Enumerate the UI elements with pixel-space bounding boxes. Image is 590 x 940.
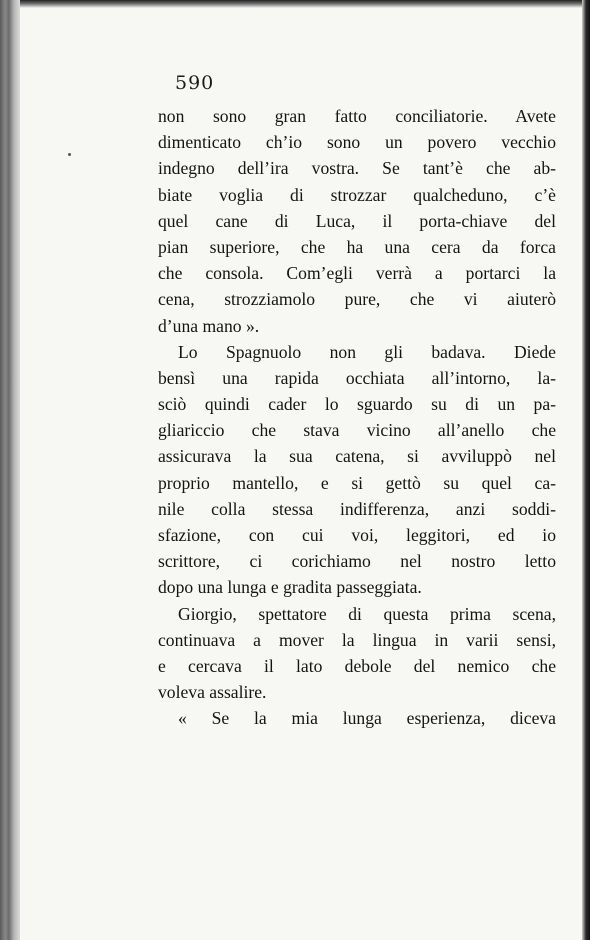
text-line: Giorgio, spettatore di questa prima scena, [178, 603, 556, 624]
text-line: cena, strozziamolo pure, che vi aiuterò [158, 289, 556, 310]
text-line: sciò quindi cader lo sguardo su di un pa- [158, 394, 556, 415]
text-line: proprio mantello, e si gettò su quel ca- [158, 472, 556, 493]
text-line: quel cane di Luca, il porta-chiave del [158, 210, 556, 231]
text-line: assicurava la sua catena, si avviluppò nel [158, 446, 556, 467]
text-line: biate voglia di strozzar qualcheduno, c’è [158, 184, 556, 205]
text-line: che consola. Com’egli verrà a portarci la [158, 263, 556, 284]
text-line: scrittore, ci corichiamo nel nostro letto [158, 551, 556, 572]
text-line: sfazione, con cui voi, leggitori, ed io [158, 525, 556, 545]
ink-speck [68, 153, 71, 156]
book-spine [0, 0, 20, 940]
text-line: indegno dell’ira vostra. Se tant’è che ab- [158, 158, 556, 179]
text-line: gliariccio che stava vicino all’anello che [158, 420, 556, 441]
paragraph-3 [158, 601, 556, 706]
text-line: e cercava il lato debole del nemico che [158, 655, 556, 676]
text-line: voleva assalire. [158, 682, 267, 703]
text-line: « Se la mia lunga esperienza, diceva [178, 708, 556, 729]
text-line: dopo una lunga e gradita passeggiata. [158, 577, 422, 598]
page-top-edge [20, 0, 582, 8]
text-line: dimenticato ch’io sono un povero vecchio [158, 132, 556, 153]
paragraph-4 [158, 705, 556, 731]
page-number: 590 [175, 72, 215, 94]
text-line: continuava a mover la lingua in varii sensi, [158, 629, 556, 650]
text-line: Lo Spagnuolo non gli badava. Diede [178, 341, 556, 362]
text-line: non sono gran fatto conciliatorie. Avete [158, 106, 556, 126]
text-line: pian superiore, che ha una cera da forca [158, 236, 556, 257]
paragraph-1 [158, 103, 556, 339]
paragraph-2 [158, 339, 556, 601]
text-line: bensì una rapida occhiata all’intorno, la- [158, 367, 556, 388]
text-line: d’una mano ». [158, 315, 260, 336]
page-right-edge [582, 0, 590, 940]
body-text [158, 103, 556, 732]
text-line: nile colla stessa indifferenza, anzi soddi- [158, 498, 556, 519]
